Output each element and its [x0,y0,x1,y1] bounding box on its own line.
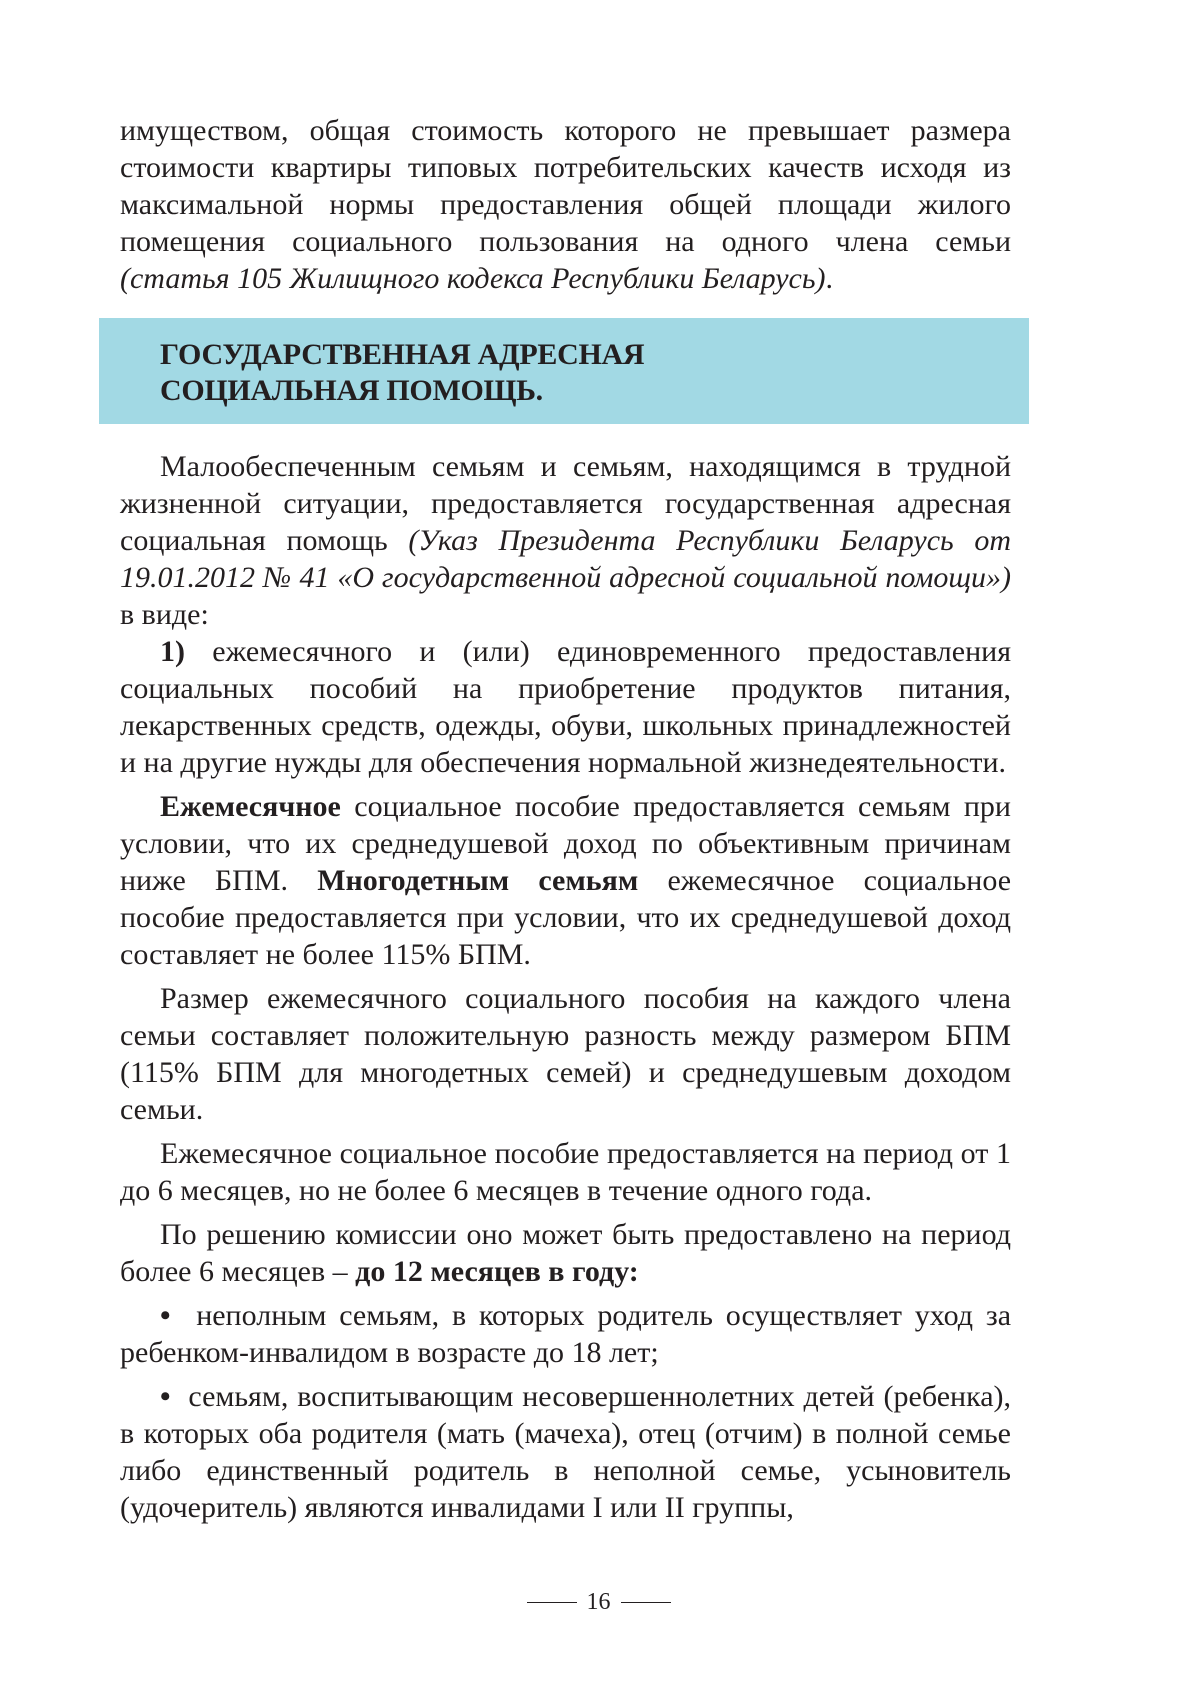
paragraph-3-text-2: ежемесячное социальное пособие предоставляется при условии, что их среднедушевой доход составляет не более 115% БПМ. [120,864,1012,971]
main-body [120,448,1011,1526]
intro-citation: (статья 105 Жилищного кодекса Республики Беларусь) [120,262,826,295]
bullet-item-2-text: семьям, воспитывающим несовершеннолетних детей (ребенка), в которых оба родителя (мать (мачеха), отец (отчим) в полной семье либо единственный родитель в неполной семье, усыновитель (удочеритель) являются инвалидами I или II группы, [120,1380,1012,1524]
paragraph-3-bold-2: Многодетным семьям [317,864,639,897]
paragraph-6-bold: до 12 месяцев в году: [355,1255,639,1288]
page-number: 16 [586,1588,611,1615]
paragraph-3-text-1: социальное пособие предоставляется семьям при условии, что их среднедушевой доход по объективным причинам ниже БПМ. [120,790,1011,897]
intro-text: имуществом, общая стоимость которого не превышает размера стоимости квартиры типовых потребительских качеств исходя из максимальной нормы предоставления общей площади жилого помещения социального пользования на одного члена семьи [120,114,1011,258]
paragraph-4-text: Размер ежемесячного социального пособия на каждого члена семьи составляет положительную разность между размером БПМ (115% БПМ для многодетных семей) и среднедушевым доходом семьи. [120,982,1011,1126]
bullet-icon: • [160,1380,171,1413]
section-heading-line-1: ГОСУДАРСТВЕННАЯ АДРЕСНАЯ [160,338,645,371]
paragraph-1-text: Малообеспеченным семьям и семьям, находящимся в трудной жизненной ситуации, предоставляется государственная адресная социальная помощь [120,450,1011,557]
paragraph-3 [120,788,1011,973]
bullet-icon: • [160,1299,171,1332]
paragraph-2-text: ежемесячного и (или) единовременного предоставления социальных пособий на приобретение продуктов питания, лекарственных средств, одежды, обуви, школьных принадлежностей и на другие нужды для обеспечения нормальной жизнедеятельности. [120,635,1011,779]
section-heading-line-2: СОЦИАЛЬНАЯ ПОМОЩЬ. [160,374,543,407]
paragraph-5-text: Ежемесячное социальное пособие предоставляется на период от 1 до 6 месяцев, но не более 6 месяцев в течение одного года. [120,1137,1011,1207]
bullet-item-1-text: неполным семьям, в которых родитель осуществляет уход за ребенком-инвалидом в возрасте до 18 лет; [120,1299,1012,1369]
intro-end: . [825,262,834,295]
paragraph-1 [120,448,1011,633]
page-footer [0,1587,1197,1617]
intro-paragraph [120,112,1011,297]
paragraph-4 [120,980,1011,1128]
list-number: 1) [160,635,185,668]
footer-rule-left [527,1602,577,1603]
footer-rule-right [621,1602,671,1603]
paragraph-1-end: в виде: [120,598,209,631]
paragraph-6-text: По решению комиссии оно может быть предоставлено на период более 6 месяцев – [120,1218,1011,1288]
bullet-item-2 [120,1378,1011,1526]
paragraph-2 [120,633,1011,781]
section-heading [160,337,644,409]
paragraph-3-bold-1: Ежемесячное [160,790,341,823]
paragraph-5 [120,1135,1011,1209]
bullet-item-1 [120,1297,1011,1371]
paragraph-6 [120,1216,1011,1290]
paragraph-1-citation: (Указ Президента Республики Беларусь от 19.01.2012 № 41 «О государственной адресной социальной помощи») [120,524,1011,594]
